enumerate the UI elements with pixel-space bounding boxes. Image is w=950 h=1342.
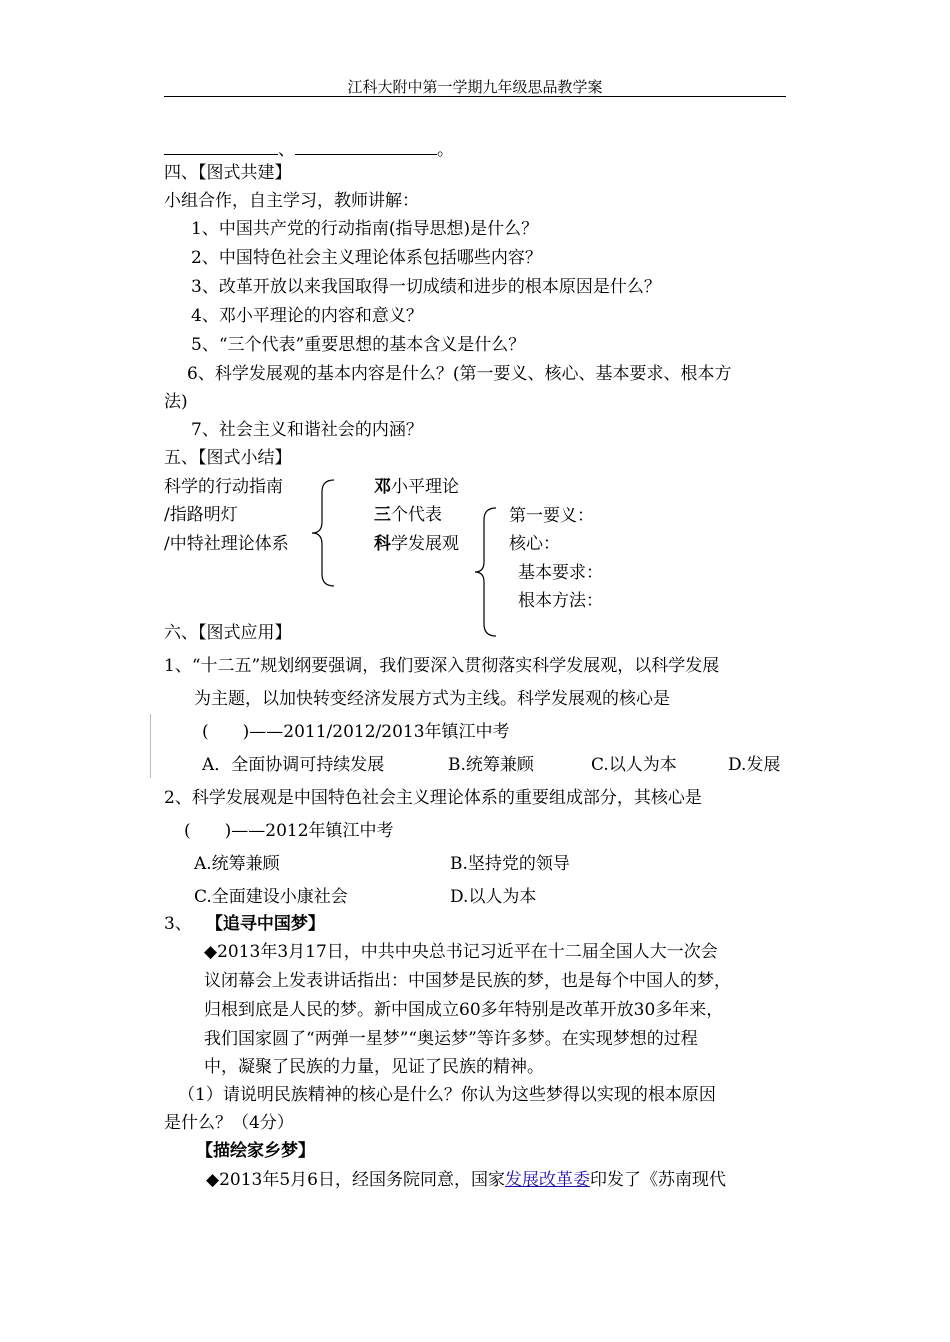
summary-left-2: /指路明灯	[164, 505, 238, 525]
summary-theory-2: 三个代表	[374, 505, 442, 525]
section-4-intro: 小组合作，自主学习，教师讲解：	[164, 191, 419, 211]
problem-2-line-1: 2、科学发展观是中国特色社会主义理论体系的重要组成部分，其核心是	[164, 788, 702, 808]
answer-blank-1[interactable]	[164, 136, 278, 155]
question-4: 4、邓小平理论的内容和意义？	[191, 306, 423, 326]
left-brace	[308, 478, 338, 588]
summary-left-3: /中特社理论体系	[164, 534, 289, 554]
problem-1-option-c: C.以人为本	[591, 755, 677, 775]
answer-blank-2[interactable]	[295, 136, 437, 155]
margin-mark	[150, 714, 151, 778]
problem-3-text-2: 议闭幕会上发表讲话指出：中国梦是民族的梦，也是每个中国人的梦，	[204, 971, 731, 991]
problem-3-text-4: 我们国家圆了“两弹一星梦”“奥运梦”等许多梦。在实现梦想的过程	[204, 1029, 698, 1049]
section-5-title: 五、【图式小结】	[164, 448, 292, 468]
summary-theory-1: 邓小平理论	[374, 477, 459, 497]
question-2: 2、中国特色社会主义理论体系包括哪些内容？	[191, 248, 542, 268]
summary-sdo-4: 根本方法：	[518, 591, 603, 611]
question-6-line-2: 法)	[164, 392, 188, 412]
question-6-line-1: 6、科学发展观的基本内容是什么？(第一要义、核心、基本要求、根本方	[187, 364, 732, 384]
problem-2-option-c: C.全面建设小康社会	[194, 887, 348, 907]
problem-3-text-5: 中，凝聚了民族的力量，见证了民族的精神。	[204, 1057, 544, 1077]
problem-4-text-1: ◆2013年5月6日，经国务院同意，国家发展改革委印发了《苏南现代	[206, 1170, 726, 1190]
problem-2-option-d: D.以人为本	[450, 887, 537, 907]
problem-2-option-a: A.统筹兼顾	[194, 854, 280, 874]
summary-sdo-2: 核心：	[509, 534, 560, 554]
question-5: 5、“三个代表”重要思想的基本含义是什么？	[191, 335, 526, 355]
problem-2-option-b: B.坚持党的领导	[450, 854, 570, 874]
header-rule	[164, 96, 786, 97]
summary-theory-3: 科学发展观	[374, 534, 459, 554]
problem-2-line-2: ( )——2012年镇江中考	[184, 821, 394, 841]
summary-sdo-1: 第一要义：	[509, 506, 594, 526]
right-brace	[472, 506, 502, 638]
section-6-title: 六、【图式应用】	[164, 623, 292, 643]
problem-1-option-d: D.发展	[728, 755, 781, 775]
problem-1-line-3: ( )——2011/2012/2013年镇江中考	[202, 722, 510, 742]
section-4-title: 四、【图式共建】	[164, 163, 292, 183]
problem-3-question-1-line-2: 是什么？（4分）	[164, 1113, 294, 1133]
problem-1-line-2: 为主题，以加快转变经济发展方式为主线。科学发展观的核心是	[194, 689, 670, 709]
ndrc-link[interactable]: 发展改革委	[504, 1170, 590, 1190]
problem-1-option-a: A．全面协调可持续发展	[202, 755, 385, 775]
problem-3-text-1: ◆2013年3月17日，中共中央总书记习近平在十二届全国人大一次会	[204, 942, 718, 962]
problem-3-heading: 3、 【追寻中国梦】	[164, 914, 325, 934]
problem-1-line-1: 1、“十二五”规划纲要强调，我们要深入贯彻落实科学发展观，以科学发展	[164, 656, 720, 676]
problem-4-title: 【描绘家乡梦】	[196, 1141, 315, 1161]
problem-3-text-3: 归根到底是人民的梦。新中国成立60多年特别是改革开放30多年来，	[204, 1000, 724, 1020]
question-7: 7、社会主义和谐社会的内涵？	[191, 420, 423, 440]
question-3: 3、改革开放以来我国取得一切成绩和进步的根本原因是什么？	[191, 277, 661, 297]
fill-blanks-line: 、 。	[164, 136, 454, 162]
summary-left-1: 科学的行动指南	[164, 477, 283, 497]
problem-1-option-b: B.统筹兼顾	[448, 755, 534, 775]
question-1: 1、中国共产党的行动指南(指导思想)是什么？	[191, 219, 539, 239]
summary-sdo-3: 基本要求：	[518, 563, 603, 583]
page-header: 江科大附中第一学期九年级思品教学案	[347, 78, 603, 96]
problem-3-question-1-line-1: （1）请说明民族精神的核心是什么？你认为这些梦得以实现的根本原因	[178, 1085, 716, 1105]
